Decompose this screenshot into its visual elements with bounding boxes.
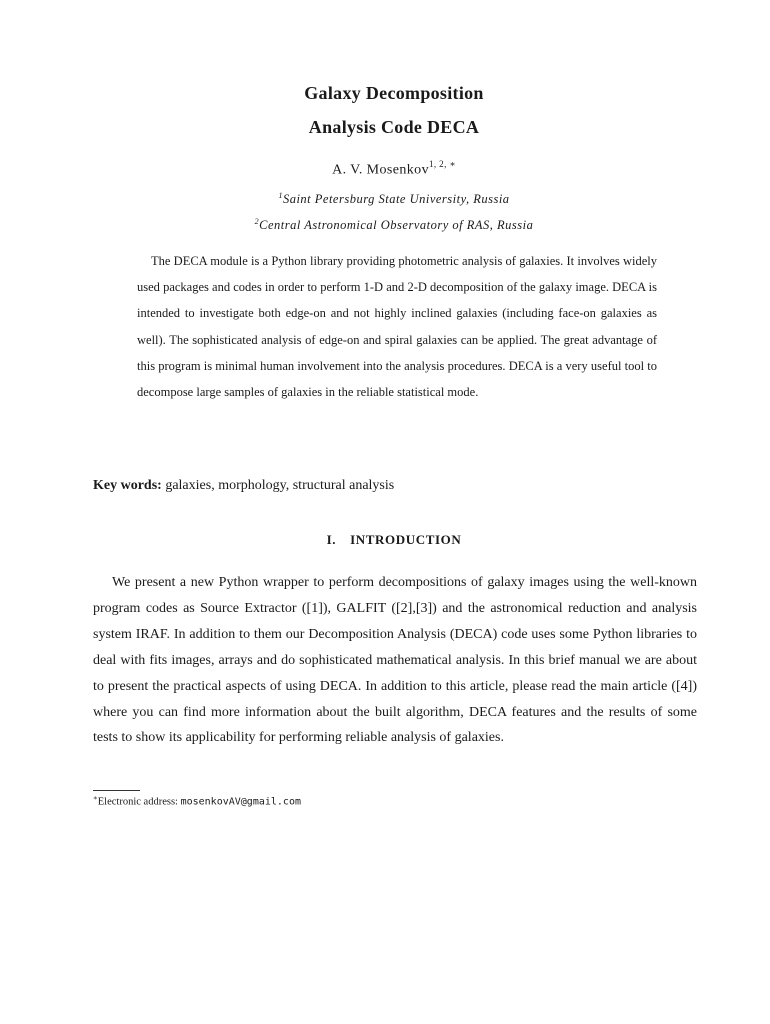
section-title: INTRODUCTION bbox=[350, 532, 462, 547]
affiliation-2-mark: 2 bbox=[254, 217, 260, 226]
footnote bbox=[93, 794, 301, 808]
paper-title-line-2: Analysis Code DECA bbox=[308, 117, 480, 137]
author-affiliation-marks: 1, 2, ∗ bbox=[428, 159, 456, 169]
keywords-label: Key words: bbox=[93, 478, 162, 493]
author-line bbox=[18, 160, 770, 179]
affiliation-1-text: Saint Petersburg State University, Russia bbox=[282, 192, 510, 207]
abstract: The DECA module is a Python library providing photometric analysis of galaxies. It involves widely used packages and codes in order to perform 1-D and 2-D decomposition of the galaxy image. DECA is intended to investigate both edge-on and not highly inclined galaxies (including face-on galaxies as well). The sophisticated analysis of edge-on and spiral galaxies can be applied. The great advantage of this program is minimal human involvement into the analysis procedures. DECA is a very useful tool to decompose large samples of galaxies in the reliable statistical mode. bbox=[137, 254, 657, 400]
keywords-text: galaxies, morphology, structural analysis bbox=[165, 478, 395, 493]
affiliation-2 bbox=[18, 217, 770, 233]
section-number: I. bbox=[326, 532, 337, 547]
footnote-divider bbox=[93, 790, 140, 791]
affiliation-1-mark: 1 bbox=[278, 191, 283, 200]
affiliation-2-text: Central Astronomical Observatory of RAS, Russia bbox=[259, 218, 534, 233]
affiliation-1 bbox=[18, 191, 770, 207]
keywords-line bbox=[93, 478, 394, 494]
footnote-email: mosenkovAV@gmail.com bbox=[180, 796, 301, 808]
introduction-paragraph: We present a new Python wrapper to perform decompositions of galaxy images using the well-known program codes as Source Extractor ([1]), GALFIT ([2],[3]) and the astronomical reduction and analysis system IRAF. In addition to them our Decomposition Analysis (DECA) code uses some Python libraries to deal with fits images, arrays and do sophisticated mathematical analysis. In this brief manual we are about to present the practical aspects of using DECA. In addition to this article, please read the main article ([4]) where you can find more information about the built algorithm, DECA features and the results of some tests to show its applicability for performing reliable analysis of galaxies. bbox=[93, 575, 697, 746]
footnote-mark: ∗ bbox=[93, 794, 98, 802]
footnote-label: Electronic address: bbox=[97, 796, 178, 808]
author-name: A. V. Mosenkov bbox=[332, 162, 429, 178]
paper-title-line-1: Galaxy Decomposition bbox=[304, 83, 484, 103]
section-heading-introduction bbox=[0, 532, 770, 548]
